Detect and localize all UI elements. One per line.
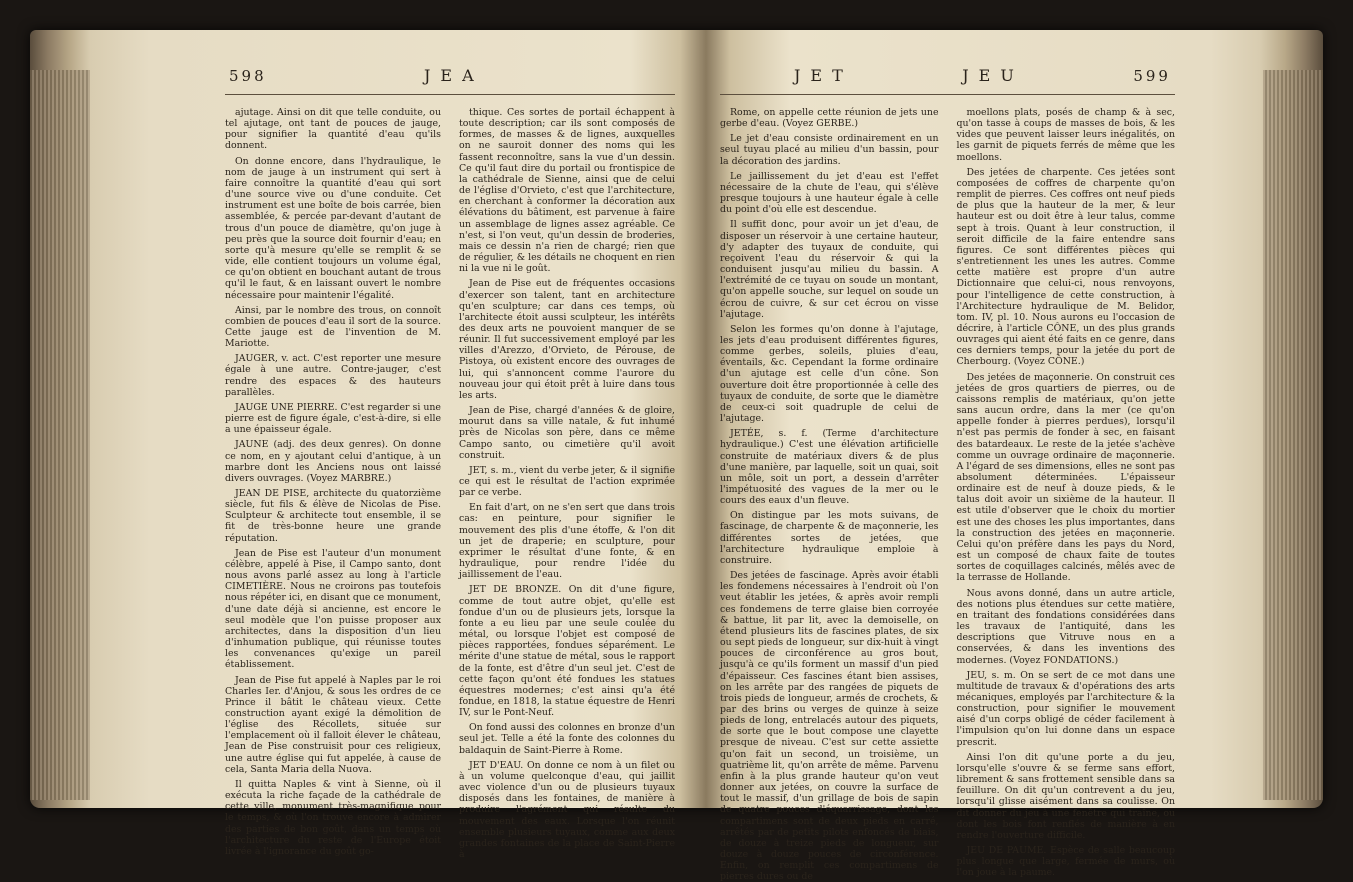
paragraph: Ainsi, par le nombre des trous, on connoît combien de pouces d'eau il sort de la source. Cette jauge est de l'invention de M. Mariotte. bbox=[225, 304, 441, 350]
open-book bbox=[30, 30, 1323, 882]
paragraph: JEU, s. m. On se sert de ce mot dans une multitude de travaux & d'opérations des arts mécaniques, employés par l'architecture & la construction, pour signifier le mouvement aisé d'un corps obligé de céder facilement à l'impulsion qu'on lui donne dans un espace prescrit. bbox=[956, 669, 1175, 748]
paragraph: JAUGE UNE PIERRE. C'est regarder si une pierre est de figure égale, c'est-à-dire, si elle a une épaisseur égale. bbox=[225, 401, 441, 436]
paragraph: Le jet d'eau consiste ordinairement en un seul tuyau placé au milieu d'un bassin, pour la décoration des jardins. bbox=[720, 133, 939, 167]
page-number-left: 598 bbox=[229, 67, 267, 85]
running-head-right: JET bbox=[794, 66, 853, 85]
running-head-left: JEA bbox=[423, 66, 484, 85]
paragraph: JAUNE (adj. des deux genres). On donne ce nom, en y ajoutant celui d'antique, à un marbre dont les Anciens nous ont laissé divers ouvrages. (Voyez MARBRE.) bbox=[225, 439, 441, 484]
paragraph: Le jaillissement du jet d'eau est l'effet nécessaire de la chute de l'eau, qui s'élève presque toujours à une hauteur égale à celle du point d'où elle est descendue. bbox=[720, 170, 939, 216]
paragraph: Rome, on appelle cette réunion de jets une gerbe d'eau. (Voyez GERBE.) bbox=[720, 107, 939, 130]
paragraph: Jean de Pise est l'auteur d'un monument célèbre, appelé à Pise, il Campo santo, dont nous avons parlé assez au long à l'article CIMETIÈRE. Nous ne croirons pas toutefois nous répéter ici, en disant que ce monument, d'une date déjà si ancienne, est encore le seul modèle que l'on puisse proposer aux architectes, dans la disposition d'un lieu d'inhumation publique, qui réunisse toutes les convenances qu'exige un pareil établissement. bbox=[225, 547, 442, 671]
paragraph: On fond aussi des colonnes en bronze d'un seul jet. Telle a été la fonte des colonnes du baldaquin de Saint-Pierre à Rome. bbox=[459, 722, 675, 756]
paragraph: On donne encore, dans l'hydraulique, le nom de jauge à un instrument qui sert à faire connoître la quantité d'eau qui sort d'une source vive ou d'une conduite. Cet instrument est une boîte de bois carrée, bien assemblée, & percée par-devant d'autant de trous d'un pouce de diamètre, qu'on juge à peu près que la source doit fournir d'eau; en sorte qu'à mesure qu'elle se remplit & se vide, elle contient toujours un volume égal, ce qu'on obtient en bouchant autant de trous qu'il le faut, & en laissant ouvert le nombre nécessaire pour maintenir l'égalité. bbox=[225, 155, 441, 301]
right-page-header bbox=[720, 66, 1175, 95]
paragraph: JETÉE, s. f. (Terme d'architecture hydraulique.) C'est une élévation artificielle construite de matériaux divers & de plus d'une manière, par laquelle, soit un quai, soit un môle, soit un port, a dessein d'arrêter l'impétuosité des vagues de la mer ou le cours des eaux d'un fleuve. bbox=[720, 428, 939, 507]
page-edges-left bbox=[30, 70, 90, 800]
paragraph: Jean de Pise, chargé d'années & de gloire, mourut dans sa ville natale, & fut inhumé près de Nicolas son père, dans ce même Campo santo, ou cimetière qu'il avoit construit. bbox=[459, 405, 675, 461]
paragraph: Il quitta Naples & vint à Sienne, où il exécuta la riche façade de la cathédrale de cette ville, monument très-magnifique pour le temps, & où l'on trouve encore à admirer des parties de bon goût, dans un temps où l'architecture du reste de l'Europe étoit livrée à l'ignorance du goût go- bbox=[225, 778, 441, 857]
paragraph: JET DE BRONZE. On dit d'une figure, comme de tout autre objet, qu'elle est fondue d'un ou de plusieurs jets, lorsque la fonte a eu lieu par une seule coulée du métal, ou lorsque l'objet est composé de pièces rapportées, fondues séparément. Le mérite d'une statue de métal, sous le rapport de la fonte, est d'être d'un seul jet. C'est de cette façon qu'ont été fondues les statues équestres modernes; c'est ainsi qu'a été fondue, en 1818, la statue équestre de Henri IV, sur le Pont-Neuf. bbox=[459, 584, 675, 719]
paragraph: Ainsi l'on dit qu'une porte a du jeu, lorsqu'elle s'ouvre & se ferme sans effort, librement & sans frottement sensible dans sa feuillure. On dit qu'un contrevent a du jeu, lorsqu'il glisse aisément dans sa coulisse. On dit donner du jeu à une fenêtre qui traîne, ou dont les bois font renflés de manière à en rendre l'ouverture difficile. bbox=[956, 751, 1175, 841]
paragraph: Nous avons donné, dans un autre article, des notions plus étendues sur cette matière, en traitant des fondations considérées dans les travaux de l'antiquité, dans les descriptions que Vitruve nous en a conservées, & dans les inventions des modernes. (Voyez FONDATIONS.) bbox=[956, 587, 1175, 666]
paragraph: ajutage. Ainsi on dit que telle conduite, ou tel ajutage, ont tant de pouces de jauge, pour signifier la quantité d'eau qu'ils donnent. bbox=[225, 107, 441, 152]
paragraph: JET, s. m., vient du verbe jeter, & il signifie ce qui est le résultat de l'action exprimée par ce verbe. bbox=[459, 464, 675, 499]
running-head-right-2: JEU bbox=[962, 66, 1024, 85]
paragraph: Des jetées de charpente. Ces jetées sont composées de coffres de charpente qu'on remplit de pierres. Ces coffres ont neuf pieds de plus que la hauteur de la mer, & leur hauteur est ou doit être à leur talus, comme sept à trois. Quant à leur construction, il seroit difficile de la faire entendre sans figures. Ce sont différentes pièces qui s'entretiennent les unes les autres. Comme cette matière est propre d'un autre Dictionnaire que celui-ci, nous renvoyons, pour l'intelligence de cette construction, à l'Architecture hydraulique de M. Belidor, tom. IV, pl. 10. Nous aurons eu l'occasion de décrire, à l'article CÔNE, un des plus grands ouvrages qui aient été faits en ce genre, dans ces derniers temps, pour la jetée du port de Cherbourg. (Voyez CÔNE.) bbox=[956, 166, 1175, 368]
paragraph: Des jetées de fascinage. Après avoir établi les fondemens nécessaires à l'endroit où l'on veut établir les jetées, & après avoir rempli ces fondemens de terre glaise bien corroyée & battue, lit par lit, avec la demoiselle, on étend plusieurs lits de fascines plates, de six ou sept pieds de longueur, sur dix-huit à vingt pouces de circonférence au gros bout, jusqu'à ce qu'ils forment un massif d'un pied d'épaisseur. Ces fascines étant bien assises, on les arrête par des rangées de piquets de trois pieds de longueur, armés de crochets, & par des brins ou verges de quinze à seize pieds de long, entrelacés autour des piquets, de sorte que le bout compose une clayette presque de niveau. C'est sur cette assiette qu'on fait un second, un troisième, un quatrième lit, qu'on arrête de même. Parvenu enfin à la plus grande hauteur qu'on veut donner aux jetées, on couvre la surface de tout le massif, d'un grillage de bois de sapin de quatre pouces d'équarrissage, dont les compartimens sont de deux pieds en carré, arrêtés par de petits pilots enfoncés de biais, de douze à treize pieds de longueur, sur douze à douze pouces de circonférence. Enfin, on remplit ces compartimens de pierres dures ou de bbox=[720, 570, 939, 882]
left-page bbox=[225, 66, 675, 860]
paragraph: Jean de Pise fut appelé à Naples par le roi Charles Ier. d'Anjou, & sous les ordres de ce Prince il bâtit le château vieux. Cette construction ayant exigé la démolition de l'église des Récollets, située sur l'emplacement où il falloit élever le château, Jean de Pise construisit pour ces religieux, une autre église qui fut appelée, à cause de cela, Santa Maria della Nuova. bbox=[225, 674, 441, 775]
page-number-right: 599 bbox=[1133, 67, 1171, 85]
paragraph: En fait d'art, on ne s'en sert que dans trois cas: en peinture, pour signifier le mouvement des plis d'une étoffe, & l'on dit un jet de draperie; en sculpture, pour exprimer le résultat d'une fonte, & en hydraulique, pour rendre l'idée du jaillissement de l'eau. bbox=[459, 502, 675, 581]
right-page-column-1 bbox=[720, 107, 939, 882]
paragraph: Selon les formes qu'on donne à l'ajutage, les jets d'eau produisent différentes figures, comme gerbes, soleils, pluies d'eau, éventails, &c. Cependant la forme ordinaire d'un ajutage est celle d'un cône. Son ouverture doit être proportionnée à celle des tuyaux de conduite, de sorte que le diamètre de ceux-ci soit quadruple de celui de l'ajutage. bbox=[720, 323, 939, 425]
paragraph: JAUGER, v. act. C'est reporter une mesure égale à une autre. Contre-jauger, c'est rendre des espaces & des hauteurs parallèles. bbox=[225, 353, 441, 398]
paragraph: On distingue par les mots suivans, de fascinage, de charpente & de maçonnerie, les différentes sortes de jetées, que l'architecture hydraulique emploie à construire. bbox=[720, 510, 939, 566]
paragraph: JEAN DE PISE, architecte du quatorzième siècle, fut fils & élève de Nicolas de Pise. Sculpteur & architecte tout ensemble, il se fit de très-bonne heure une grande réputation. bbox=[225, 488, 441, 544]
left-page-header bbox=[225, 66, 675, 95]
paragraph: Des jetées de maçonnerie. On construit ces jetées de gros quartiers de pierres, ou de caissons remplis de matériaux, qu'on jette sans aucun ordre, dans la mer (ce qu'on appelle fonder à pierres perdues), lorsqu'il n'est pas permis de fonder à sec, en faisant des batardeaux. Le reste de la jetée s'achève comme un ouvrage ordinaire de maçonnerie. A l'égard de ses dimensions, elles ne sont pas absolument déterminées. L'épaisseur ordinaire est de neuf à douze pieds, & le talus doit avoir un sixième de la hauteur. Il est utile d'observer que le choix du mortier est une des choses les plus importantes, dans la construction des jetées en maçonnerie. Celui qu'on préfère dans les pays du Nord, est un composé de chaux faite de toutes sortes de coquillages calcinés, mêlés avec de la terrasse de Hollande. bbox=[956, 371, 1175, 584]
paragraph: JEU DE PAUME. Espèce de salle beaucoup plus longue que large, fermée de murs, où l'on joue à la paume. bbox=[956, 845, 1175, 879]
paragraph: Il suffit donc, pour avoir un jet d'eau, de disposer un réservoir à une certaine hauteur, d'y adapter des tuyaux de conduite, qui reçoivent l'eau du réservoir & qui la conduisent jusqu'au milieu du bassin. A l'extrémité de ce tuyau on soude un montant, qu'on appelle souche, sur lequel on soude un écrou de cuivre, & sur cet écrou on visse l'ajutage. bbox=[720, 219, 939, 320]
left-page-column-1 bbox=[225, 107, 442, 857]
right-page bbox=[720, 66, 1175, 882]
paragraph: JET D'EAU. On donne ce nom à un filet ou à un volume quelconque d'eau, qui jaillit avec violence d'un ou de plusieurs tuyaux disposés dans les fontaines, de manière à produire l'agrément qui résulte du mouvement des eaux. Lorsque l'on réunit ensemble plusieurs tuyaux, comme aux deux grandes fontaines de la place de Saint-Pierre à bbox=[459, 759, 675, 860]
paragraph: Jean de Pise eut de fréquentes occasions d'exercer son talent, tant en architecture qu'en sculpture; car dans ces temps, où l'architecte étoit aussi sculpteur, les intérêts des deux arts ne pouvoient manquer de se réunir. Il fut successivement employé par les villes d'Arezzo, d'Orvieto, de Pérouse, de Pistoya, où existent encore des ouvrages de lui, qui s'annoncent comme l'aurore du nouveau jour qui étoit prêt à luire dans tous les arts. bbox=[459, 278, 675, 401]
right-page-column-2 bbox=[956, 107, 1176, 879]
paragraph: moellons plats, posés de champ & à sec, qu'on tasse à coups de masses de bois, & les vides que peuvent laisser leurs inégalités, on les garnit de piquets ferrés de même que les moellons. bbox=[956, 107, 1175, 163]
paragraph: thique. Ces sortes de portail échappent à toute description; car ils sont composés de formes, de masses & de lignes, auxquelles on ne sauroit donner des noms qui les fassent reconnoître, sans la vue d'un dessin. Ce qu'il faut dire du portail ou frontispice de la cathédrale de Sienne, ainsi que de celui de l'église d'Orvieto, c'est que l'architecture, en cherchant à conformer la décoration aux élévations du bâtiment, est parvenue à faire un assemblage de lignes assez agréable. Ce n'est, si l'on veut, qu'un dessin de broderies, mais ce dessin n'a rien de chargé; rien que de régulier, & les détails ne choquent en rien ni la vue ni le goût. bbox=[459, 107, 675, 275]
page-edges-right bbox=[1263, 70, 1323, 800]
left-page-column-2 bbox=[459, 107, 675, 860]
